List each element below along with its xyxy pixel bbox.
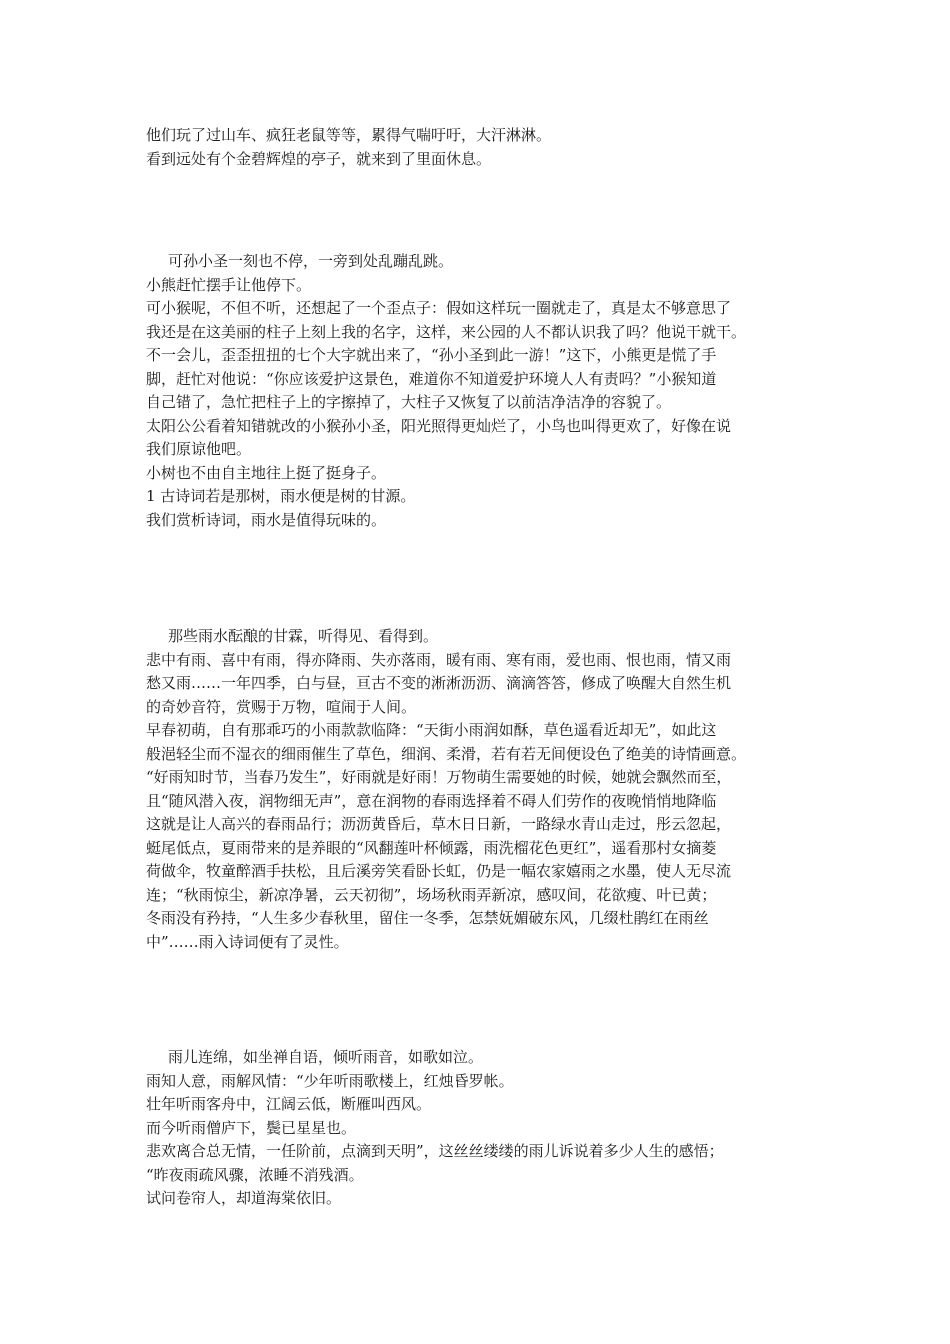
- text-line: 中”……雨入诗词便有了灵性。: [146, 932, 349, 951]
- text-line: 小树也不由自主地往上挺了挺身子。: [146, 463, 387, 482]
- text-line: “昨夜雨疏风骤，浓睡不消残酒。: [146, 1165, 364, 1184]
- paragraph-block-rain-poetry: [146, 625, 814, 954]
- text-line: 蜓尾低点，夏雨带来的是养眼的“风翻莲叶杯倾露，雨洗榴花色更红”，遥看那村女摘菱: [146, 838, 717, 857]
- text-line: 试问卷帘人，却道海棠依旧。: [146, 1189, 342, 1207]
- text-line: 可孙小圣一刻也不停，一旁到处乱蹦乱跳。: [168, 252, 454, 270]
- text-line: 太阳公公看着知错就改的小猴孙小圣，阳光照得更灿烂了，小鸟也叫得更欢了，好像在说: [146, 416, 732, 435]
- text-line: 且“随风潜入夜，润物细无声”，意在润物的春雨选择着不碍人们劳作的夜晚悄悄地降临: [146, 791, 717, 810]
- text-line: 他们玩了过山车、疯狂老鼠等等，累得气喘吁吁，大汗淋淋。: [146, 126, 552, 144]
- text-line: 壮年听雨客舟中，江阔云低，断雁叫西风。: [146, 1095, 432, 1113]
- text-line: 雨儿连绵，如坐禅自语，倾听雨音，如歌如泣。: [168, 1048, 484, 1066]
- text-line: 愁又雨……一年四季，白与昼，亘古不变的淅淅沥沥、滴滴答答，修成了唤醒大自然生机: [146, 674, 732, 692]
- paragraph-block-amusement-park: [146, 124, 814, 171]
- text-line: 这就是让人高兴的春雨品行；沥沥黄昏后，草木日日新，一路绿水青山走过，彤云忽起，: [146, 815, 732, 833]
- text-line: 早春初萌，自有那乖巧的小雨款款临降：“天街小雨润如酥，草色遥看近却无”，如此这: [146, 721, 717, 739]
- text-line: 连；“秋雨惊尘，新凉净暑，云天初彻”，场场秋雨弄新凉，感叹间，花欲瘦、叶已黄；: [146, 885, 717, 904]
- text-line: 荷做伞，牧童醉酒手扶松，且后溪旁笑看卧长虹，仍是一幅农家嬉雨之水墨，使人无尽流: [146, 862, 732, 880]
- text-line: 脚，赶忙对他说：“你应该爱护这景色，难道你不知道爱护环境人人有责吗？”小猴知道: [146, 369, 717, 388]
- text-line: 我们原谅他吧。: [146, 440, 252, 458]
- text-line: 看到远处有个金碧辉煌的亭子，就来到了里面休息。: [146, 149, 492, 168]
- text-line: 我还是在这美丽的柱子上刻上我的名字，这样，来公园的人不都认识我了吗？他说干就干。: [146, 322, 747, 341]
- text-line: 悲欢离合总无情，一任阶前，点滴到天明”，这丝丝缕缕的雨儿诉说着多少人生的感悟；: [146, 1142, 724, 1160]
- text-line: 可小猴呢，不但不听，还想起了一个歪点子：假如这样玩一圈就走了，真是太不够意思了: [146, 299, 732, 317]
- text-line: 而今听雨僧庐下，鬓已星星也。: [146, 1118, 357, 1137]
- text-line: 般浥轻尘而不湿衣的细雨催生了草色，细润、柔滑，若有若无间便设色了绝美的诗情画意。: [146, 744, 747, 763]
- text-line: “好雨知时节，当春乃发生”，好雨就是好雨！万物萌生需要她的时候，她就会飘然而至，: [146, 768, 732, 786]
- text-line: 那些雨水酝酿的甘霖，听得见、看得到。: [168, 627, 439, 645]
- text-line: 雨知人意，雨解风情：“少年听雨歌楼上，红烛昏罗帐。: [146, 1071, 514, 1090]
- text-line: 悲中有雨、喜中有雨，得亦降雨、失亦落雨，暖有雨、寒有雨，爱也雨、恨也雨，情又雨: [146, 650, 732, 669]
- paragraph-block-monkey-story: [146, 250, 814, 532]
- text-line: 的奇妙音符，赏赐于万物，喧闹于人间。: [146, 697, 417, 716]
- text-line: 冬雨没有矜持，“人生多少春秋里，留住一冬季，怎禁妩媚破东风，几缀杜鹃红在雨丝: [146, 909, 709, 927]
- text-line: 自己错了，急忙把柱子上的字擦掉了，大柱子又恢复了以前洁净洁净的容貌了。: [146, 393, 672, 411]
- text-line: 小熊赶忙摆手让他停下。: [146, 275, 312, 294]
- paragraph-block-listening-rain: [146, 1046, 814, 1211]
- text-line: 1 古诗词若是那树，雨水便是树的甘源。: [146, 487, 416, 505]
- text-line: 我们赏析诗词，雨水是值得玩味的。: [146, 510, 387, 529]
- text-line: 不一会儿，歪歪扭扭的七个大字就出来了，“孙小圣到此一游！”这下，小熊更是慌了手: [146, 346, 717, 364]
